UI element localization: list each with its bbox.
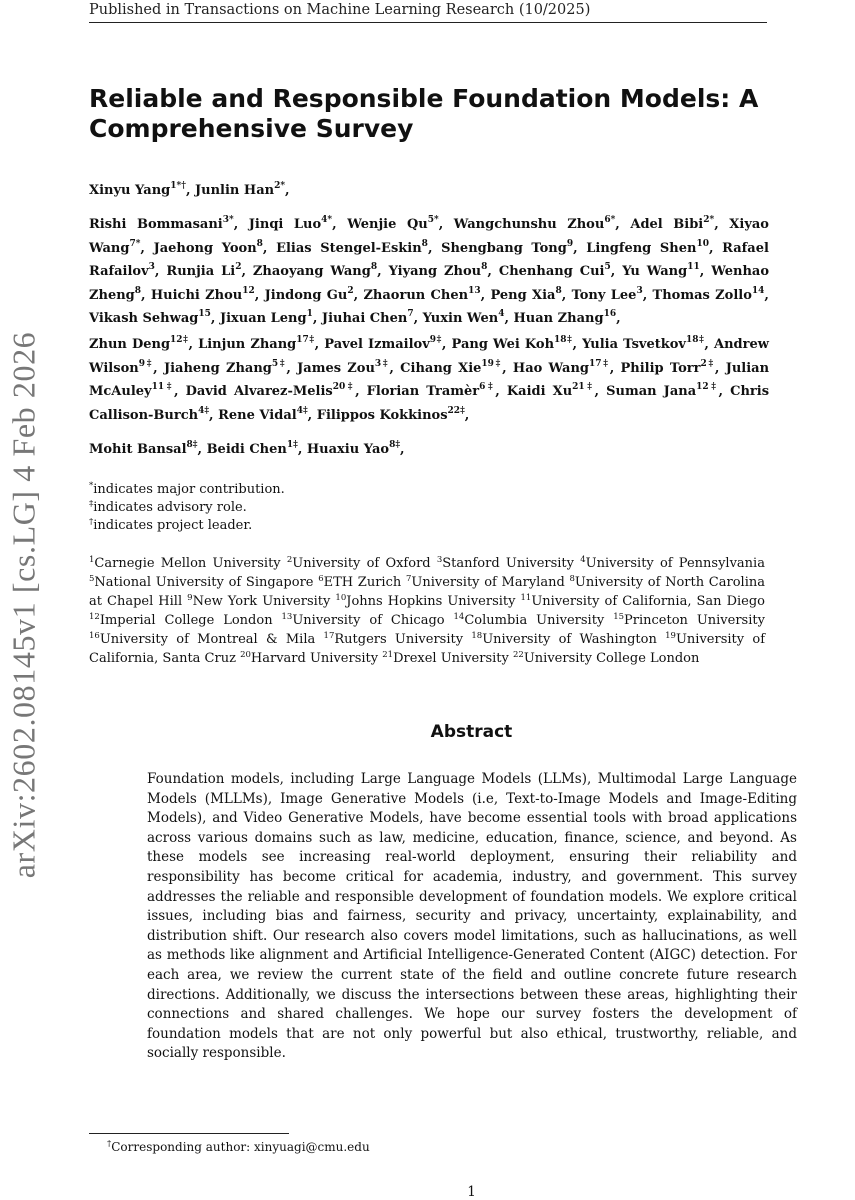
author-affiliation-mark: 3: [148, 262, 155, 272]
author-name: Pang Wei Koh: [451, 337, 555, 352]
author: [89, 183, 186, 198]
affiliation-name: University College London: [523, 651, 700, 666]
affiliation-name: Columbia University: [464, 613, 605, 628]
author-affiliation-mark: 11: [687, 262, 700, 272]
affiliation-number: 3: [436, 555, 443, 565]
affiliation-number: 10: [335, 593, 347, 603]
author-group-1: Xinyu Yang$^{1*\dagger}$, Junlin Han$^{2*}$,: [89, 181, 290, 198]
author: [207, 442, 298, 457]
affiliation: [335, 594, 515, 609]
author: [389, 264, 488, 279]
author: [652, 285, 765, 303]
author-affiliation-mark: 11‡: [151, 382, 174, 392]
affiliation-name: Harvard University: [250, 651, 379, 666]
author: [195, 183, 285, 198]
author-affiliation-mark: 15: [198, 309, 211, 319]
author-name: Wangchunshu Zhou: [453, 217, 605, 232]
author-name: Jinqi Luo: [248, 217, 322, 232]
affiliation: [318, 575, 401, 590]
author: [452, 337, 573, 352]
author: [499, 264, 611, 279]
author-affiliation-mark: 10: [696, 238, 709, 249]
author-name: Suman Jana: [606, 384, 697, 399]
author: [347, 217, 438, 232]
author-name: Adel Bibi: [630, 217, 704, 232]
author-affiliation-mark: 13: [468, 285, 481, 296]
author-name: Elias Stengel-Eskin: [276, 240, 422, 256]
affiliation-name: Stanford University: [442, 556, 574, 571]
author-name: Zhun Deng: [89, 337, 171, 352]
author-affiliation-mark: 7*: [129, 238, 141, 249]
affiliation: [613, 613, 765, 628]
author-affiliation-mark: 19‡: [481, 358, 503, 369]
author-name: Jiaheng Zhang: [163, 360, 272, 376]
author-affiliation-mark: 2: [235, 262, 242, 272]
affiliation-number: 4: [580, 555, 586, 565]
affiliation-number: 16: [89, 631, 100, 641]
affiliation: [282, 613, 445, 628]
author: [322, 311, 414, 326]
author: [166, 264, 241, 279]
author-affiliation-mark: 3: [636, 285, 643, 296]
author: [571, 285, 643, 303]
author-name: David Alvarez-Melis: [185, 384, 333, 399]
author-affiliation-mark: 9: [566, 238, 574, 249]
author-name: Zhaorun Chen: [363, 287, 469, 303]
author: [297, 358, 390, 376]
author-affiliation-mark: 8: [256, 238, 263, 249]
author: [316, 405, 465, 423]
author-name: Lingfeng Shen: [586, 240, 697, 256]
author: [367, 384, 496, 399]
affiliation: [471, 632, 656, 647]
affiliation-name: ETH Zurich: [323, 575, 402, 590]
author: [89, 442, 198, 457]
affiliation: [89, 556, 281, 571]
author-name: Chris Callison-Burch: [89, 384, 770, 423]
affiliation-number: 21: [382, 650, 394, 660]
author: [220, 311, 313, 326]
affiliation-number: 15: [613, 612, 625, 622]
author-name: Philip Torr: [620, 360, 701, 376]
author-name: Beidi Chen: [206, 442, 287, 457]
author-group-2: Rishi Bommasani$^{3*}$, Jinqi Luo$^{4*}$, Wenjie $Qu^{5*}$, Wangchunshu Zhou$^{6*}$, Adel Bibi$^{2*}$, Xiyao Wang$^{7*}$, Jaehong Yoon$^8$, Elias Stengel-Eskin$^8$, Shengbang Tong$^9$, Lingfeng Shen$^{10}$, Rafael Rafailov$^3$, Runjia Li$^2$, Zhaoyang Wang$^8$, Yiyang Zhou$^8$, Chenhang Cui$^5$, Yu Wang$^{11}$, Wenhao Zheng$^8$, Huichi Zhou$^{12}$, Jindong Gu$^2$, Zhaorun Chen$^{13}$, Peng Xia$^8$, Tony Lee$^3$, Thomas Zollo$^{14}$, Vikash Sehwag$^{15}$, Jixuan Leng$^1$, Jiuhai Chen$^7$, Yuxin Wen$^4$, Huan Zhang$^{16}$,: [89, 215, 769, 326]
affiliation-number: 13: [281, 612, 293, 622]
author: [490, 285, 562, 303]
abstract-heading: Abstract: [430, 722, 513, 742]
author: [324, 337, 442, 352]
author-affiliation-mark: 9‡: [138, 358, 154, 369]
note-line: [89, 517, 769, 535]
author: [276, 238, 428, 256]
author-name: Tony Lee: [571, 287, 637, 303]
author-affiliation-mark: 2*: [274, 181, 286, 191]
author: [307, 442, 400, 457]
author-name: Rene Vidal: [218, 407, 297, 423]
note-line: [89, 499, 769, 517]
affiliation: [382, 651, 509, 666]
author-name: Jaehong Yoon: [153, 240, 257, 256]
author: [89, 217, 234, 232]
author-affiliation-mark: 2‡: [700, 358, 715, 369]
author-affiliation-mark: 6‡: [479, 382, 496, 392]
author-affiliation-mark: 8: [555, 285, 562, 296]
author-affiliation-mark: 20‡: [332, 382, 356, 392]
author: [586, 238, 709, 256]
affiliation-number: 6: [318, 574, 324, 584]
author: [198, 337, 315, 352]
author-name: Yulia Tsvetkov: [582, 337, 686, 352]
author-affiliation-mark: 12‡: [696, 382, 719, 392]
affiliation-name: Rutgers University: [334, 632, 464, 647]
author: [89, 337, 188, 352]
author: [507, 384, 595, 399]
author-affiliation-mark: 14: [751, 285, 765, 296]
affiliations: [89, 554, 765, 668]
author-group-3: Zhun Deng$^{12\ddagger}$, Linjun Zhang$^{17\ddagger}$, Pavel Izmailov$^{9\ddagger}$, Pang Wei Koh$^{18\ddagger}$, Yulia Tsvetkov$^{18\ddagger}$, Andrew Wilson$^{9\ddagger}$, Jiaheng Zhang$^{5\ddagger}$, James Zou$^{3\ddagger}$, Cihang Xie$^{19\ddagger}$, Hao Wang$^{17\ddagger}$, Philip Torr$^{2\ddagger}$, Julian McAuley$^{11\ddagger}$, David Alvarez-Melis$^{20\ddagger}$, Florian Tramèr$^{6\ddagger}$, Kaidi $Xu^{21\ddagger}$, Suman Jana$^{12\ddagger}$, Chris Callison-Burch$^{4\ddagger}$, Rene Vidal$^{4\ddagger}$, Filippos Kokkinos$^{22\ddagger}$,: [89, 335, 770, 423]
author-affiliation-mark: 9‡: [429, 335, 442, 345]
author-affiliation-mark: 22‡: [447, 405, 465, 416]
author-name: James Zou: [297, 360, 375, 376]
author: [582, 337, 704, 352]
author-affiliation-mark: 2: [347, 285, 354, 296]
author-name: Shengbang Tong: [441, 240, 567, 256]
page-number: 1: [467, 1184, 476, 1200]
affiliation-name: University of North Carolina at Chapel Hill: [89, 575, 765, 609]
author: [249, 217, 332, 232]
author-name: Jixuan Leng: [219, 311, 307, 326]
affiliation-number: 8: [569, 574, 575, 584]
affiliation-name: University of Washington: [482, 632, 657, 647]
author-affiliation-mark: 12: [242, 285, 255, 296]
author-affiliation-mark: 5: [604, 262, 611, 272]
footnote-text: Corresponding author: xinyuagi@cmu.edu: [111, 1140, 370, 1154]
author-affiliation-mark: 2*: [703, 215, 715, 225]
author-affiliation-mark: 21‡: [572, 382, 595, 392]
author-name: Huaxiu Yao: [306, 442, 390, 457]
author-affiliation-mark: 12‡: [170, 335, 189, 345]
author-name: Cihang Xie: [400, 360, 482, 376]
note-symbol: †: [89, 517, 94, 527]
note-symbol: ‡: [89, 499, 94, 509]
author-name: Peng Xia: [490, 287, 556, 303]
affiliation-name: Princeton University: [624, 613, 765, 628]
affiliation-number: 5: [89, 574, 95, 584]
affiliation: [437, 556, 574, 571]
author: [186, 384, 355, 399]
author: [253, 264, 377, 279]
affiliation-number: 18: [471, 631, 483, 641]
affiliation-name: Imperial College London: [99, 613, 273, 628]
author-affiliation-mark: 4‡: [296, 405, 308, 416]
footnote: [107, 1139, 370, 1155]
affiliation: [580, 556, 765, 571]
author-affiliation-mark: 8‡: [186, 440, 198, 450]
affiliation: [324, 632, 464, 647]
affiliation-number: 12: [89, 612, 100, 622]
author: [363, 285, 481, 303]
author-affiliation-mark: 4‡: [198, 405, 210, 416]
author: [441, 238, 574, 256]
author-affiliation-mark: 8: [134, 285, 142, 296]
arxiv-side-stamp: [4, 320, 44, 890]
author: [622, 264, 700, 279]
affiliation-name: Carnegie Mellon University: [94, 556, 281, 571]
author-affiliation-mark: 1: [306, 309, 313, 319]
affiliation: [187, 594, 330, 609]
author: [512, 358, 610, 376]
affiliation: [89, 613, 273, 628]
author: [423, 311, 505, 326]
author-affiliation-mark: 8: [370, 262, 378, 272]
author: [264, 285, 354, 303]
author: [514, 311, 617, 326]
author-affiliation-mark: 5‡: [271, 358, 287, 369]
author-name: Zhaoyang Wang: [252, 264, 371, 279]
affiliation-name: University of California, Santa Cruz: [89, 632, 766, 666]
author-affiliation-mark: 8: [421, 238, 428, 249]
author-name: Runjia Li: [166, 264, 236, 279]
affiliation-number: 2: [286, 555, 293, 565]
author: [163, 358, 287, 376]
author-affiliation-mark: 16: [603, 309, 617, 319]
author-name: Wenjie Qu: [347, 217, 428, 232]
author-affiliation-mark: 3*: [222, 215, 234, 225]
author-name: Xiyao Wang: [89, 217, 769, 256]
author-affiliation-mark: 5*: [427, 215, 439, 225]
author-name: Thomas Zollo: [652, 287, 752, 303]
author-affiliation-mark: 8‡: [389, 440, 401, 450]
author-name: Linjun Zhang: [198, 337, 297, 352]
author-name: Kaidi Xu: [506, 384, 573, 399]
journal-header: Published in Transactions on Machine Learning Research (10/2025): [89, 0, 767, 23]
affiliation-number: 14: [453, 612, 465, 622]
author-affiliation-mark: 4*: [321, 215, 333, 225]
author-affiliation-mark: 1*†: [170, 181, 186, 191]
affiliation-number: 20: [240, 650, 251, 660]
author: [620, 358, 715, 376]
author-name: Andrew Wilson: [89, 337, 769, 376]
author-name: Rafael Rafailov: [89, 240, 769, 279]
author-affiliation-mark: 3‡: [374, 358, 390, 369]
note-line: [89, 481, 769, 499]
author-name: Yiyang Zhou: [388, 264, 482, 279]
author: [153, 238, 263, 256]
paper-title: Reliable and Responsible Foundation Models: A Comprehensive Survey: [89, 84, 759, 143]
affiliation-name: University of Oxford: [292, 556, 431, 571]
author-name: Florian Tramèr: [366, 384, 480, 399]
author-affiliation-mark: 7: [407, 309, 414, 319]
affiliation-number: 7: [405, 574, 412, 584]
affiliation-name: University of Pennsylvania: [585, 556, 765, 571]
author-name: Yu Wang: [622, 264, 688, 279]
author-group-4: Mohit Bansal$^{8\ddagger}$, Beidi Chen$^{1\ddagger}$, Huaxiu Yao$^{8\ddagger}$,: [89, 440, 405, 457]
affiliation-name: National University of Singapore: [94, 575, 314, 590]
note-text: indicates advisory role.: [93, 500, 247, 515]
author-affiliation-mark: 18‡: [685, 335, 705, 345]
author: [454, 217, 616, 232]
affiliation-number: 9: [187, 593, 193, 603]
affiliation: [89, 632, 315, 647]
author-name: Filippos Kokkinos: [316, 407, 448, 423]
author: [630, 217, 714, 232]
author: [218, 405, 308, 423]
affiliation-number: 11: [520, 593, 532, 603]
affiliation-name: University of Montreal & Mila: [99, 632, 316, 647]
affiliation-number: 19: [665, 631, 676, 641]
abstract-text: Foundation models, including Large Language Models (LLMs), Multimodal Large Language Models (MLLMs), Image Generative Models (i.e, Text-to-Image Models and Image-Editing Models), and Video Generative Models, have become essential tools with broad applications across various domains such as law, medicine, education, finance, science, and beyond. As these models see increasing real-world deployment, ensuring their reliability and responsibility has become critical for academia, industry, and government. This survey addresses the reliable and responsible development of foundation models. We explore critical issues, including bias and fairness, security and privacy, uncertainty, explainability, and distribution shift. Our research also covers model limitations, such as hallucinations, as well as methods like alignment and Artificial Intelligence-Generated Content (AIGC) detection. For each area, we review the current state of the field and outline concrete future research directions. Additionally, we discuss the intersections between these areas, highlighting their connections and shared challenges. We hope our survey fosters the development of foundation models that are not only powerful but also ethical, trustworthy, reliable, and socially responsible.: [147, 771, 797, 1062]
author-name: Jindong Gu: [264, 287, 348, 303]
author-name: Huan Zhang: [513, 311, 604, 326]
footnote-rule: [89, 1133, 289, 1134]
author-affiliation-mark: 6*: [604, 215, 616, 225]
affiliation-name: New York University: [192, 594, 331, 609]
affiliation: [521, 594, 765, 609]
author-name: Mohit Bansal: [89, 442, 187, 457]
author-name: Yuxin Wen: [422, 311, 499, 326]
author-affiliation-mark: 8: [481, 262, 488, 272]
affiliation-number: 1: [89, 555, 95, 565]
note-text: indicates project leader.: [93, 518, 253, 533]
author: [400, 358, 503, 376]
note-symbol: *: [89, 481, 94, 491]
affiliation: [89, 575, 313, 590]
author-name: Julian McAuley: [89, 360, 770, 399]
affiliation: [406, 575, 565, 590]
note-text: indicates major contribution.: [93, 482, 285, 497]
affiliation-name: Drexel University: [393, 651, 509, 666]
arxiv-id: arXiv:2602.08145v1 [cs.LG] 4 Feb 2026: [5, 331, 42, 879]
author: [89, 311, 211, 326]
author-name: Pavel Izmailov: [324, 337, 430, 352]
author-name: Hao Wang: [512, 360, 589, 376]
author-name: Jiuhai Chen: [321, 311, 408, 326]
affiliation: [454, 613, 605, 628]
author: [606, 384, 718, 399]
author-name: Rishi Bommasani: [89, 217, 223, 232]
contribution-notes: [89, 481, 769, 535]
affiliation-name: University of California, San Diego: [531, 594, 765, 609]
affiliation: [513, 651, 699, 666]
author-affiliation-mark: 18‡: [554, 335, 573, 345]
author-name: Chenhang Cui: [498, 264, 605, 279]
author-name: Wenhao Zheng: [89, 264, 769, 303]
author-affiliation-mark: 17‡: [589, 358, 610, 369]
author-name: Xinyu Yang: [89, 183, 171, 198]
author-name: Huichi Zhou: [150, 287, 243, 303]
affiliation-name: University of Maryland: [411, 575, 565, 590]
affiliation-number: 22: [513, 650, 524, 660]
affiliation: [240, 651, 378, 666]
author-affiliation-mark: 4: [498, 309, 505, 319]
affiliation-name: Johns Hopkins University: [346, 594, 516, 609]
affiliation-number: 17: [323, 631, 335, 641]
affiliation: [287, 556, 431, 571]
affiliation-name: University of Chicago: [292, 613, 445, 628]
author: [150, 285, 255, 303]
author-name: Vikash Sehwag: [89, 311, 199, 326]
author-name: Junlin Han: [195, 183, 275, 198]
footnote-symbol: †: [107, 1139, 112, 1149]
author-affiliation-mark: 1‡: [286, 440, 298, 450]
author-affiliation-mark: 17‡: [296, 335, 315, 345]
